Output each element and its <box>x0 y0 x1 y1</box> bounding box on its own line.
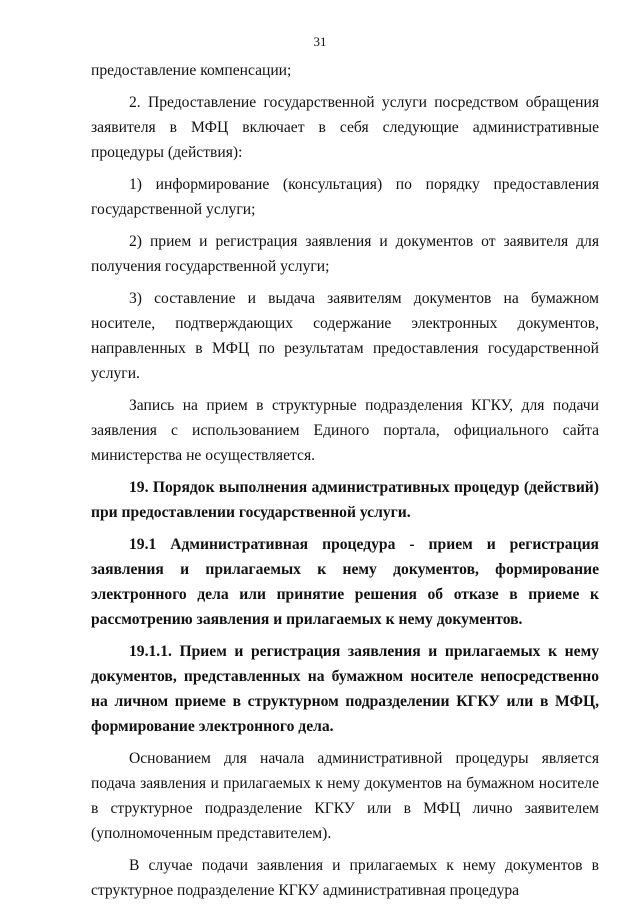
paragraph-appointment: Запись на прием в структурные подразделения КГКУ, для подачи заявления с использованием Единого портала, официального сайта министерства не осуществляется. <box>91 397 599 464</box>
paragraph-compensation: предоставление компенсации; <box>91 62 292 79</box>
list-item-registration: 2) прием и регистрация заявления и документов от заявителя для получения государственной услуги; <box>91 233 599 275</box>
page-number: 31 <box>313 34 327 49</box>
section-heading-19: 19. Порядок выполнения административных процедур (действий) при предоставлении государственной услуги. <box>91 479 599 521</box>
paragraph-submission-case: В случае подачи заявления и прилагаемых к нему документов в структурное подразделение КГКУ административная процедура <box>91 857 599 899</box>
paragraph-procedure-basis: Основанием для начала административной процедуры является подача заявления и прилагаемых к нему документов на бумажном носителе в структурное подразделение КГКУ или в МФЦ лично заявителем (уполномоченным представителем). <box>91 750 599 842</box>
document-body <box>91 58 599 910</box>
section-heading-19-1: 19.1 Административная процедура - прием и регистрация заявления и прилагаемых к нему документов, формирование электронного дела или принятие решения об отказе в приеме к рассмотрению заявления и прилагаемых к нему документов. <box>91 536 599 628</box>
list-item-issuance: 3) составление и выдача заявителям документов на бумажном носителе, подтверждающих содержание электронных документов, направленных в МФЦ по результатам предоставления государственной услуги. <box>91 290 599 382</box>
section-heading-19-1-1: 19.1.1. Прием и регистрация заявления и прилагаемых к нему документов, представленных на бумажном носителе непосредственно на личном приеме в структурном подразделении КГКУ или в МФЦ, формирование электронного дела. <box>91 643 599 735</box>
paragraph-mfc-procedures: 2. Предоставление государственной услуги посредством обращения заявителя в МФЦ включает в себя следующие административные процедуры (действия): <box>91 94 599 161</box>
list-item-informing: 1) информирование (консультация) по порядку предоставления государственной услуги; <box>91 176 599 218</box>
